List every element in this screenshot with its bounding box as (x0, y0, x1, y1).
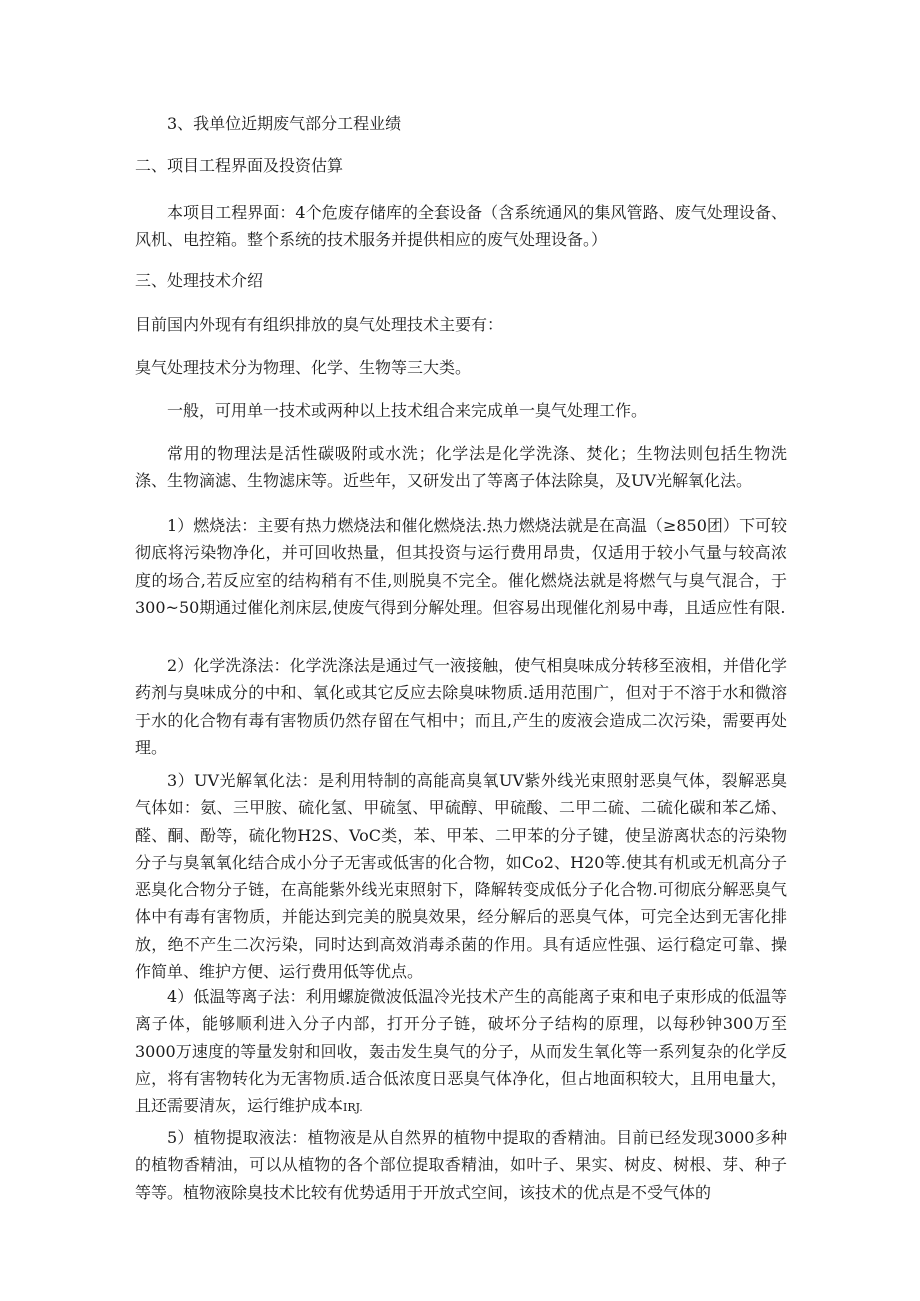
method-plant-extract: 5）植物提取液法：植物液是从自然界的植物中提取的香精油。目前已经发现3000多种的植物香精油，可以从植物的各个部位提取香精油，如叶子、果实、树皮、树根、芽、种子等等。植物液除臭技术比较有优势适用于开放式空间，该技术的优点是不受气体的 (135, 1128, 787, 1202)
method-low-temperature-plasma (135, 983, 787, 1121)
method-combustion: 1）燃烧法：主要有热力燃烧法和催化燃烧法.热力燃烧法就是在高温（≥850团）下可较彻底将污染物净化，并可回收热量，但其投资与运行费用昂贵，仅适用于较小气量与较高浓度的场合,若反应室的结构稍有不佳,则脱臭不完全。催化燃烧法就是将燃气与臭气混合，于300~50期通过催化剂床层,使废气得到分解处理。但容易出现催化剂易中毒，且适应性有限. (135, 516, 787, 617)
method-chemical-washing: 2）化学洗涤法：化学洗涤法是通过气一液接触，使气相臭味成分转移至液相，并借化学药剂与臭味成分的中和、氧化或其它反应去除臭味物质.适用范围广，但对于不溶于水和微溶于水的化合物有毒有害物质仍然存留在气相中；而且,产生的废液会造成二次污染，需要再处理。 (135, 656, 787, 757)
scope-paragraph: 本项目工程界面：4个危废存储库的全套设备（含系统通风的集风管路、废气处理设备、风机、电控箱。整个系统的技术服务并提供相应的废气处理设备。） (135, 203, 787, 250)
intro-paragraph-1: 目前国内外现有有组织排放的臭气处理技术主要有： (135, 315, 504, 334)
method-uv-photolysis: 3）UV光解氧化法：是利用特制的高能高臭氧UV紫外线光束照射恶臭气体，裂解恶臭气体如：氨、三甲胺、硫化氢、甲硫氢、甲硫醇、甲硫酸、二甲二硫、二硫化碳和苯乙烯、醛、酮、酚等，硫化物H2S、VoC类，苯、甲苯、二甲苯的分子键，使呈游离状态的污染物分子与臭氧氧化结合成小分子无害或低害的化合物，如Co2、H20等.使其有机或无机高分子恶臭化合物分子链，在高能紫外线光束照射下，降解转变成低分子化合物.可彻底分解恶臭气体中有毒有害物质，并能达到完美的脱臭效果，经分解后的恶臭气体，可完全达到无害化排放，绝不产生二次污染，同时达到高效消毒杀菌的作用。具有适应性强、运行稳定可靠、操作简单、维护方便、运行费用低等优点。 (135, 771, 787, 982)
intro-paragraph-3: 一般，可用单一技术或两种以上技术组合来完成单一臭气处理工作。 (167, 401, 648, 420)
intro-paragraph-2: 臭气处理技术分为物理、化学、生物等三大类。 (135, 358, 472, 377)
line-performance: 3、我单位近期废气部分工程业绩 (167, 114, 402, 133)
section-2-heading: 二、项目工程界面及投资估算 (135, 156, 344, 175)
method-4-tail: IRJ. (343, 1101, 363, 1115)
method-4-text: 4）低温等离子法：利用螺旋微波低温冷光技术产生的高能离子束和电子束形成的低温等离子体，能够顺利进入分子内部，打开分子链，破坏分子结构的原理，以每秒钟300万至3000万速度的等量发射和回收，轰击发生臭气的分子，从而发生氧化等一系列复杂的化学反应，将有害物转化为无害物质.适合低浓度日恶臭气体净化，但占地面积较大，且用电量大，且还需要清灰，运行维护成本 (135, 987, 787, 1116)
section-3-heading: 三、处理技术介绍 (135, 271, 264, 290)
intro-paragraph-4: 常用的物理法是活性碳吸附或水洗；化学法是化学洗涤、焚化；生物法则包括生物洗涤、生物滴滤、生物滤床等。近些年，又研发出了等离子体法除臭，及UV光解氧化法。 (135, 444, 787, 491)
